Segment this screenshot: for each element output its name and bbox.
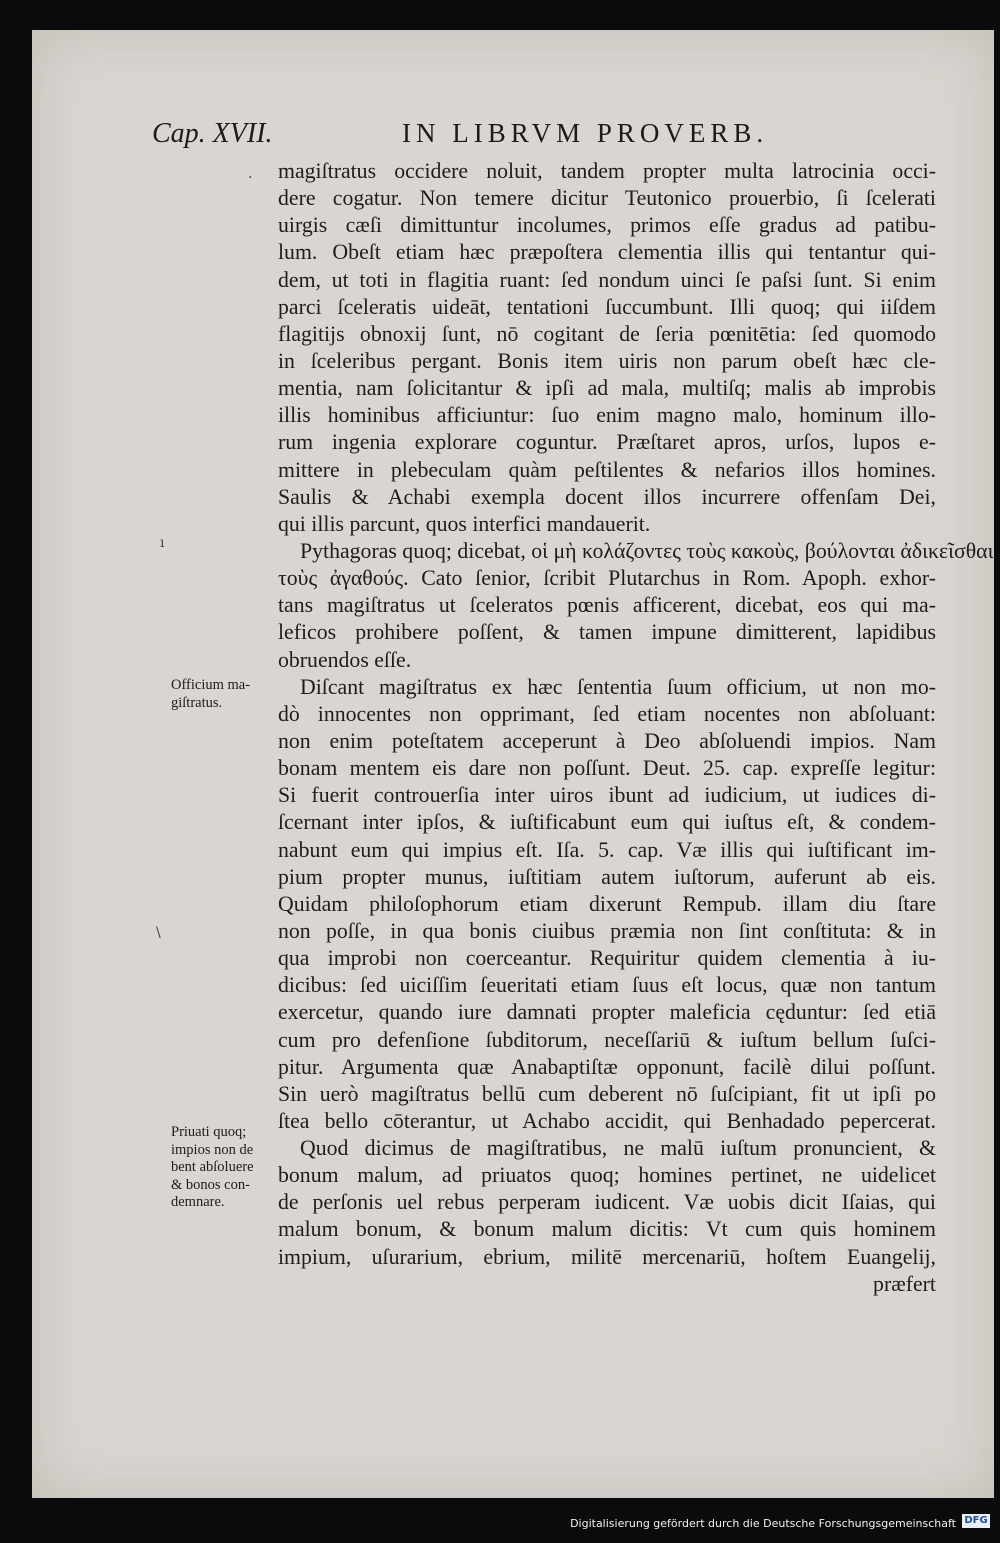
text-line: Si fuerit controuerſia inter uiros ibunt ad iudicium, ut iudices di-: [278, 783, 936, 808]
text-line: de perſonis uel rebus perperam iudicent. Væ uobis dicit Iſaias, qui: [278, 1190, 936, 1215]
body-text: [278, 158, 994, 1298]
text-line: nabunt eum qui impius eſt. Iſa. 5. cap. Væ illis qui iuſtificant im-: [278, 837, 936, 862]
margin-note-line: & bonos con-: [171, 1176, 250, 1193]
text-line: Pythagoras quoq; dicebat, οἱ μὴ κολάζοντες τοὺς κακοὺς, βούλονται ἀδικεῖσθαι: [300, 538, 994, 563]
margin-note-line: giſtratus.: [171, 694, 223, 711]
text-line: mentia, nam ſolicitantur & ipſi ad mala, multiſq; malis ab improbis: [278, 376, 936, 401]
text-line: ſtea bello cōterantur, ut Achabo accidit, qui Benhadado pepercerat.: [278, 1108, 936, 1133]
text-line: leficos prohibere poſſent, & tamen impune dimitterent, lapidibus: [278, 620, 936, 645]
text-line: qua improbi non coerceantur. Requiritur quidem clementia à iu-: [278, 946, 936, 971]
text-line: bonam mentem eis dare non poſſunt. Deut. 25. cap. expreſſe legitur:: [278, 756, 936, 781]
margin-note-priuati: [171, 1124, 254, 1212]
text-line: tans magiſtratus ut ſceleratos pœnis afficerent, dicebat, eos qui ma-: [278, 593, 936, 618]
margin-note-line: Priuati quoq;: [171, 1124, 247, 1140]
funding-credit: Digitalisierung gefördert durch die Deutsche Forschungsgemeinschaft: [570, 1517, 956, 1530]
margin-note-line: demnare.: [171, 1194, 225, 1210]
text-line: in ſceleribus pergant. Bonis item uiris non parum obeſt hæc cle-: [278, 348, 936, 373]
text-line: obruendos eſſe.: [278, 647, 412, 672]
footer-bar: [0, 1499, 1000, 1543]
text-line: dere cogatur. Non temere dicitur Teutonico prouerbio, ſi ſcelerati: [278, 186, 936, 211]
text-line: Quod dicimus de magiſtratibus, ne malū iuſtum pronuncient, &: [300, 1136, 936, 1161]
text-line: Sin uerò magiſtratus bellū cum deberent nō ſuſcipiant, fit ut ipſi po: [278, 1081, 936, 1106]
text-line: mittere in plebeculam quàm peſtilentes & nefarios illos homines.: [278, 457, 936, 482]
running-title: IN LIBRVM PROVERB.: [402, 118, 769, 148]
chapter-label: Cap. XVII.: [152, 118, 273, 149]
margin-note-line: bent abſoluere: [171, 1159, 254, 1175]
text-line: exercetur, quando iure damnati propter maleficia cęduntur: ſed etiā: [278, 1000, 936, 1025]
text-line: malum bonum, & bonum malum dicitis: Vt cum quis hominem: [278, 1217, 936, 1242]
text-line: Quidam philoſophorum etiam dixerunt Rempub. illam diu ſtare: [278, 891, 936, 916]
text-line: magiſtratus occidere noluit, tandem propter multa latrocinia occi-: [278, 159, 936, 183]
margin-note-officium: [171, 677, 250, 712]
text-line: dò innocentes non opprimant, ſed etiam nocentes non abſoluant:: [278, 701, 936, 726]
text-line: Diſcant magiſtratus ex hæc ſententia ſuum officium, ut non mo-: [300, 674, 936, 699]
text-line: cum pro defenſione ſubditorum, neceſſariū & iuſtum bellum ſuſci-: [278, 1027, 936, 1052]
page-mark: ı: [160, 535, 165, 551]
text-line: rum ingenia explorare coguntur. Præſtaret apros, urſos, lupos e-: [278, 430, 936, 455]
text-line: qui illis parcunt, quos interfici mandauerit.: [278, 511, 651, 536]
text-line: τοὺς ἀγαθούς. Cato ſenior, ſcribit Plutarchus in Rom. Apoph. exhor-: [278, 566, 936, 591]
text-line: lum. Obeſt etiam hæc præpoſtera clementia illis qui tentantur qui-: [278, 240, 936, 265]
dfg-logo-icon: DFG: [962, 1514, 990, 1528]
text-line: dem, ut toti in flagitia ruant: ſed nondum uinci ſe paſsi ſunt. Si enim: [278, 267, 936, 292]
page-mark: \: [156, 925, 161, 941]
text-line: pium propter munus, iuſtitiam autem iuſtorum, auferunt ab eis.: [278, 864, 936, 889]
text-line: dicibus: ſed uiciſſim ſeueritati etiam ſuus eſt locus, quæ non tantum: [278, 973, 936, 998]
page-mark: .: [248, 166, 253, 182]
text-line: flagitijs obnoxij ſunt, nō cogitant de ſeria pœnitētia: ſed quomodo: [278, 321, 936, 346]
text-line: bonum malum, ad priuatos quoq; homines pertinet, ne uidelicet: [278, 1163, 936, 1188]
text-line: uirgis cæſi dimittuntur incolumes, primos eſſe gradus ad patibu-: [278, 213, 936, 238]
text-line: parci ſceleratis uideāt, tentationi ſuccumbunt. Illi quoq; qui iiſdem: [278, 294, 936, 319]
text-line: ſcernant inter ipſos, & iuſtificabunt eum qui iuſtus eſt, & condem-: [278, 810, 936, 835]
text-line: non enim poteſtatem acceperunt à Deo abſoluendi impios. Nam: [278, 728, 936, 753]
text-line: impium, uſurarium, ebrium, militē mercenariū, hoſtem Euangelij,: [278, 1244, 936, 1269]
margin-note-line: impios non de: [171, 1141, 254, 1158]
text-line: illis hominibus afficiuntur: ſuo enim magno malo, hominum illo-: [278, 403, 936, 428]
margin-note-line: Officium ma-: [171, 677, 251, 693]
text-line: Saulis & Achabi exempla docent illos incurrere offenſam Dei,: [278, 484, 936, 509]
catchword: præfert: [873, 1271, 936, 1296]
text-line: pitur. Argumenta quæ Anabaptiſtæ opponunt, facilè dilui poſſunt.: [278, 1054, 936, 1079]
text-line: non poſſe, in qua bonis ciuibus præmia non ſint conſtituta: & in: [278, 918, 936, 943]
page-header: [152, 118, 972, 158]
